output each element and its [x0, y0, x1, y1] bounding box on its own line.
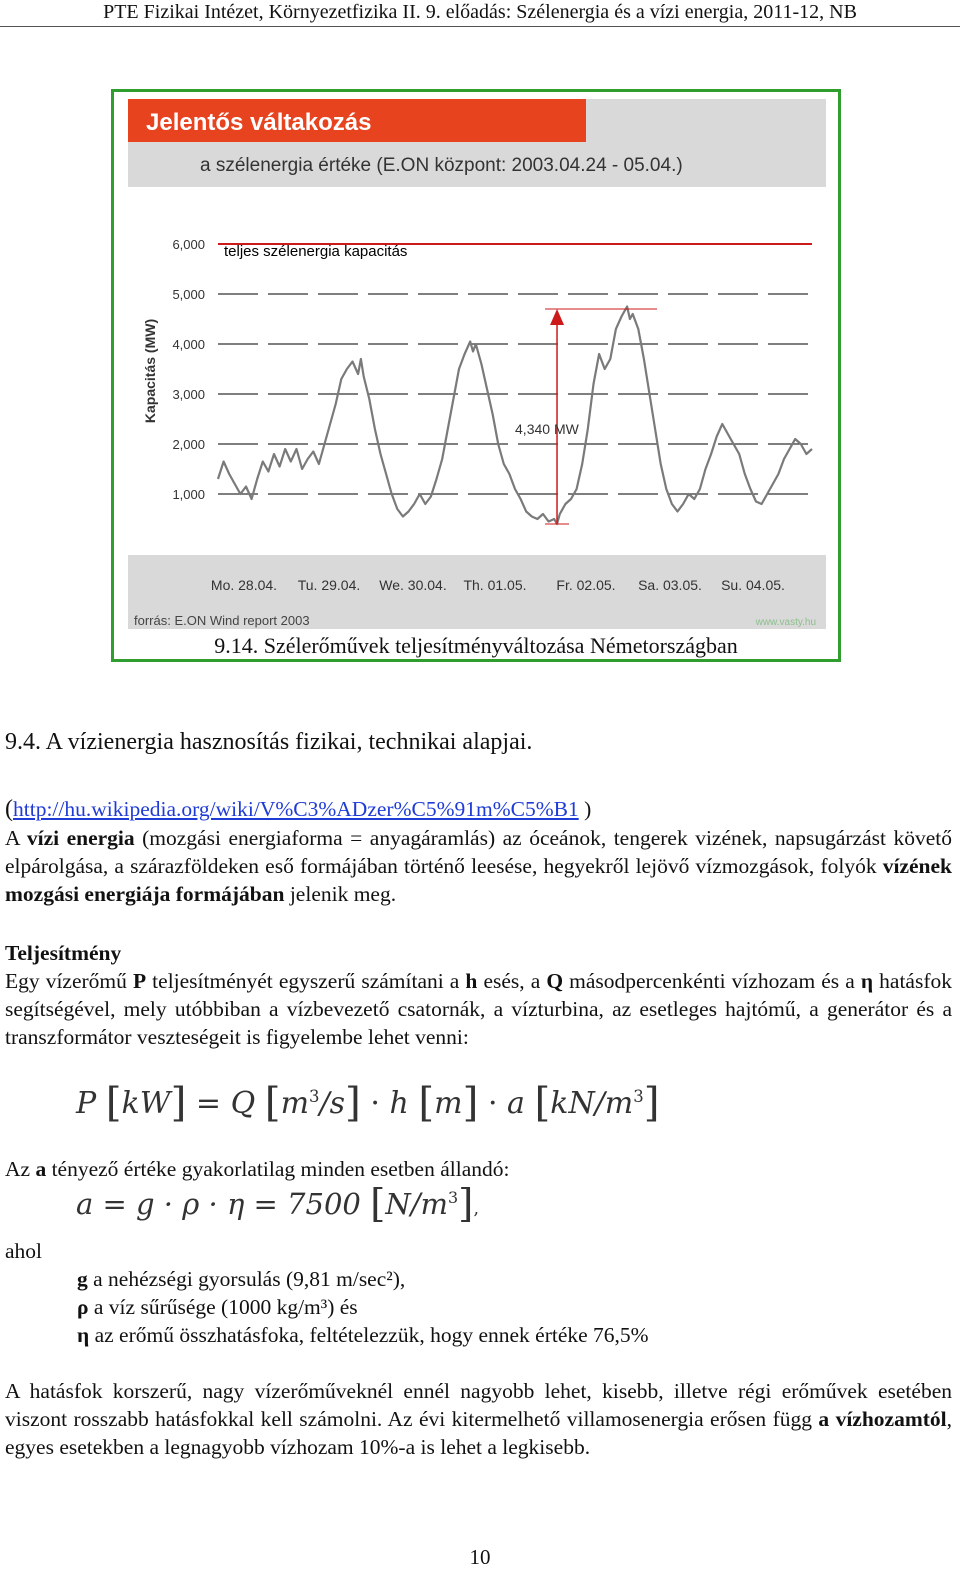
unit-n-per-m: N/m [385, 1186, 449, 1221]
chart-subtitle: a szélenergia értéke (E.ON központ: 2003.04.24 - 05.04.) [200, 155, 683, 176]
x-tick-label: Mo. 28.04. [210, 577, 278, 593]
symbol-rho: ρ [77, 1295, 89, 1319]
constant-formula [76, 1182, 479, 1227]
x-tick-label: Th. 01.05. [463, 577, 527, 593]
text-run: Egy vízerőmű [5, 969, 133, 993]
y-tick-label: 3,000 [172, 387, 205, 402]
bold-term: vízének mozgási energiája formájában [5, 854, 952, 906]
power-paragraph [5, 967, 952, 1051]
power-heading-text: Teljesítmény [5, 941, 122, 965]
text-run: , egyes esetekben a legnagyobb vízhozam 10%-a is lehet a legkisebb. [5, 1407, 952, 1459]
bracket: [ [264, 1078, 281, 1126]
page-number: 10 [469, 1545, 491, 1569]
bold-term: a vízhozamtól [818, 1407, 947, 1431]
page-header: PTE Fizikai Intézet, Környezetfizika II. 9. előadás: Szélenergia és a vízi energia, 2011-12, NB [0, 0, 960, 27]
x-tick-label: Sa. 03.05. [638, 577, 702, 593]
power-formula [76, 1078, 660, 1126]
bracket: ] [458, 1182, 474, 1227]
section-title: 9.4. A vízienergia hasznosítás fizikai, technikai alapjai. [5, 729, 533, 755]
capacity-line-label: teljes szélenergia kapacitás [224, 243, 408, 260]
formula-q: Q [230, 1085, 256, 1121]
wikipedia-link[interactable]: http://hu.wikipedia.org/wiki/V%C3%ADzer%C5%91m%C5%B1 [13, 797, 579, 821]
bracket: ] [643, 1078, 660, 1126]
bold-term: vízi energia [26, 826, 135, 850]
text-run: (mozgási energiaforma = anyagáramlás) az óceánok, tengerek vizének, napsugárzást követő elpárolgása, a szárazföldeken eső formájában történő leesése, hegyekről lejövő vízmozgások, folyók [5, 826, 952, 878]
link-open-paren: ( [5, 796, 13, 822]
comma: , [473, 1198, 479, 1219]
factor-line [5, 1155, 952, 1183]
figure [111, 89, 841, 662]
bracket: [ [105, 1078, 122, 1126]
x-tick-label: Fr. 02.05. [556, 577, 616, 593]
y-tick-label: 1,000 [172, 487, 205, 502]
symbol-h: h [465, 969, 478, 993]
y-tick-label: 5,000 [172, 287, 205, 302]
chart-panel [128, 99, 826, 629]
symbol-eta: η [77, 1323, 90, 1347]
definition-text: a víz sűrűsége (1000 kg/m³) és [88, 1295, 358, 1319]
definition-eta [77, 1321, 649, 1349]
bracket: ] [170, 1078, 187, 1126]
intro-paragraph [5, 824, 952, 908]
bracket: ] [345, 1078, 361, 1126]
text-run: hatásfok segítségével, mely utóbbiban a vízbevezető csatornák, a vízturbina, az esetleges hajtómű, a generátor és a transzformátor veszteségeit is figyelembe lehet venni: [5, 969, 952, 1049]
unit-kw: kW [121, 1085, 171, 1121]
equals: = [186, 1085, 231, 1121]
bracket: [ [418, 1078, 435, 1126]
text-run: teljesítményét egyszerű számítani a [146, 969, 466, 993]
text-run: A hatásfok korszerű, nagy vízerőműveknél ennél nagyobb lehet, kisebb, illetve régi erőművek esetében viszont rosszabb hatásfokkal kell számolni. Az évi kitermelhető villamosenergia erősen függ [5, 1379, 952, 1431]
formula-a: a [507, 1085, 525, 1121]
definition-g [77, 1265, 405, 1293]
formula-lhs: P [76, 1085, 97, 1121]
watermark: www.vasty.hu [755, 617, 816, 628]
bracket: ] [462, 1078, 479, 1126]
formula-expression: a = g · ρ · η = 7500 [76, 1186, 371, 1221]
superscript: 3 [633, 1086, 644, 1106]
annotation-label: 4,340 MW [515, 421, 579, 437]
unit-per-s: /s [319, 1085, 346, 1121]
superscript: 3 [448, 1188, 459, 1208]
wind-power-chart [128, 99, 826, 629]
symbol-a: a [35, 1157, 47, 1181]
y-tick-label: 4,000 [172, 337, 205, 352]
symbol-g: g [77, 1267, 88, 1291]
dot: · [360, 1085, 390, 1121]
efficiency-paragraph [5, 1377, 952, 1461]
superscript: 3 [309, 1086, 320, 1106]
symbol-eta: η [860, 969, 874, 993]
x-tick-label: Su. 04.05. [721, 577, 785, 593]
text-run: Az [5, 1157, 36, 1181]
text-run: másodpercenkénti vízhozam és a [563, 969, 861, 993]
text-run: esés, a [477, 969, 547, 993]
figure-caption: 9.14. Szélerőművek teljesítményváltozása Németországban [214, 633, 738, 658]
bracket: [ [534, 1078, 551, 1126]
formula-h: h [389, 1085, 409, 1121]
text-run: jelenik meg. [284, 882, 397, 906]
y-tick-label: 2,000 [172, 437, 205, 452]
bracket: [ [370, 1182, 386, 1227]
link-close-paren: ) [578, 797, 592, 821]
dot: · [478, 1085, 508, 1121]
source-link-line [5, 795, 952, 823]
source-note: forrás: E.ON Wind report 2003 [134, 613, 310, 628]
definition-text: az erőmű összhatásfoka, feltételezzük, hogy ennek értéke 76,5% [89, 1323, 649, 1347]
definition-rho [77, 1293, 358, 1321]
symbol-P: P [132, 969, 147, 993]
text-run: A [5, 826, 27, 850]
x-tick-label: We. 30.04. [379, 577, 447, 593]
definition-text: a nehézségi gyorsulás (9,81 m/sec²), [87, 1267, 406, 1291]
text-run: tényező értéke gyakorlatilag minden esetben állandó: [46, 1157, 510, 1181]
symbol-Q: Q [546, 969, 564, 993]
power-heading [5, 939, 952, 967]
x-tick-labels [211, 577, 785, 593]
unit-kn-per-m3: kN/m [550, 1085, 634, 1121]
where-label: ahol [5, 1239, 43, 1263]
y-axis-label: Kapacitás (MW) [142, 318, 158, 424]
x-tick-label: Tu. 29.04. [297, 577, 361, 593]
y-tick-label: 6,000 [172, 237, 205, 252]
unit-m: m [280, 1085, 310, 1121]
chart-title: Jelentős váltakozás [146, 109, 372, 136]
unit-m: m [434, 1085, 463, 1121]
